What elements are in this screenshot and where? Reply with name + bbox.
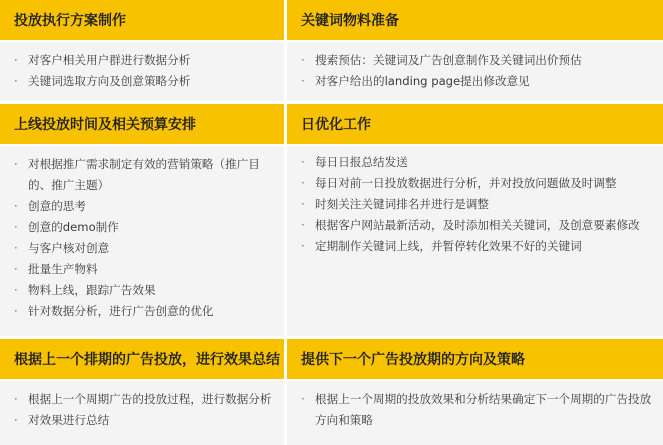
list-item: · 搜索预估：关键词及广告创意制作及关键词出价预估: [299, 50, 653, 71]
list-item: · 关键词选取方向及创意策略分析: [12, 71, 274, 92]
list-item: · 对客户给出的landing page提出修改意见: [299, 71, 653, 92]
list-item: · 时刻关注关键词排名并进行是调整: [299, 194, 653, 215]
list-item: · 对根据推广需求制定有效的营销策略（推广目的、推广主题）: [12, 154, 274, 196]
section-header: 日优化工作: [287, 104, 663, 144]
list-item: · 每日日报总结发送: [299, 152, 653, 173]
section-body: [287, 146, 663, 336]
list-item: · 与客户核对创意: [12, 238, 274, 259]
section-body: [287, 42, 663, 101]
list-item: · 物料上线，跟踪广告效果: [12, 280, 274, 301]
section-header: 提供下一个广告投放期的方向及策略: [287, 339, 663, 379]
section-body: [0, 381, 284, 445]
list-item: · 创意的思考: [12, 196, 274, 217]
list-item: · 根据客户网站最新活动，及时添加相关关键词，及创意要素修改: [299, 215, 653, 236]
list-item: · 对客户相关用户群进行数据分析: [12, 50, 274, 71]
section-body: [0, 146, 284, 336]
list-item: · 创意的demo制作: [12, 217, 274, 238]
list-item: · 每日对前一日投放数据进行分析，并对投放问题做及时调整: [299, 173, 653, 194]
section-body: [0, 42, 284, 101]
section-header: 投放执行方案制作: [0, 0, 284, 40]
section-header: 关键词物料准备: [287, 0, 663, 40]
list-item: · 根据上一个周期广告的投放过程，进行数据分析: [12, 389, 274, 410]
section-body: [287, 381, 663, 445]
list-item: · 针对数据分析，进行广告创意的优化: [12, 301, 274, 322]
list-item: · 批量生产物料: [12, 259, 274, 280]
section-header: 根据上一个排期的广告投放，进行效果总结: [0, 339, 284, 379]
list-item: · 定期制作关键词上线，并暂停转化效果不好的关键词: [299, 236, 653, 257]
list-item: · 根据上一个周期的投放效果和分析结果确定下一个周期的广告投放方向和策略: [299, 389, 653, 431]
section-header: 上线投放时间及相关预算安排: [0, 104, 284, 144]
list-item: · 对效果进行总结: [12, 410, 274, 431]
